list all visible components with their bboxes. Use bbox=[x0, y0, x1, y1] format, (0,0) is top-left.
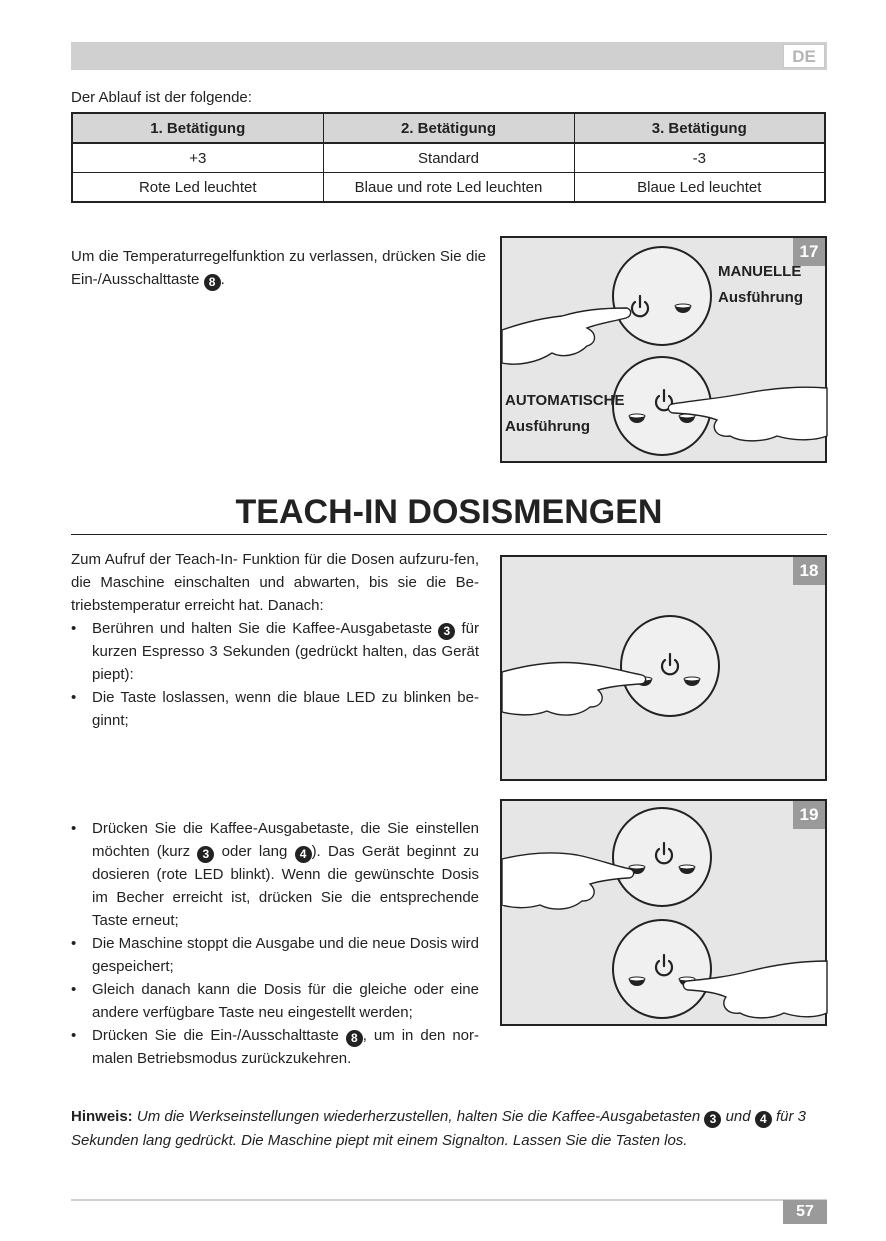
table-cell: Blaue und rote Led leuchten bbox=[323, 173, 574, 203]
table-header-cell: 1. Betätigung bbox=[72, 113, 323, 143]
list-item-text: Die Maschine stoppt die Ausgabe und die neue Dosis wird gespeichert; bbox=[92, 935, 479, 975]
ref-number-badge: 4 bbox=[295, 846, 312, 863]
list-item bbox=[71, 686, 479, 732]
bullet-mark: • bbox=[71, 820, 77, 837]
figure-number: 19 bbox=[793, 801, 825, 829]
ref-number-badge: 8 bbox=[204, 274, 221, 291]
coffee-cup-icon bbox=[675, 304, 691, 313]
table-row bbox=[72, 143, 825, 173]
teach-in-block-2 bbox=[71, 817, 479, 1070]
language-badge: DE bbox=[783, 44, 825, 68]
pointing-hand-icon bbox=[502, 662, 646, 715]
figure-number: 18 bbox=[793, 557, 825, 585]
exit-paragraph bbox=[71, 245, 486, 291]
bullet-mark: • bbox=[71, 620, 77, 637]
list-item-text: Die Taste loslassen, wenn die blaue LED zu blinken be-ginnt; bbox=[92, 689, 479, 729]
table-cell: Standard bbox=[323, 143, 574, 173]
list-item bbox=[71, 932, 479, 978]
list-item bbox=[71, 817, 479, 932]
teach-in-steps-list bbox=[71, 617, 479, 732]
power-icon bbox=[656, 843, 672, 863]
pointing-hand-icon bbox=[668, 387, 827, 441]
bullet-mark: • bbox=[71, 1027, 77, 1044]
coffee-cup-icon bbox=[679, 865, 695, 874]
coffee-cup-icon bbox=[679, 414, 695, 423]
pointing-hand-icon bbox=[683, 961, 827, 1018]
list-item-text: für kurzen Espresso 3 Sekunden (gedrückt halten, das Gerät piept): bbox=[92, 620, 480, 683]
figure-19-drawing bbox=[502, 801, 829, 1028]
intro-text: Der Ablauf ist der folgende: bbox=[71, 89, 252, 106]
teach-in-block-1 bbox=[71, 548, 479, 732]
label-manual-title: MANUELLE bbox=[718, 263, 802, 280]
section-title: TEACH-IN DOSISMENGEN bbox=[235, 493, 663, 531]
power-icon bbox=[632, 296, 648, 316]
figure-number: 17 bbox=[793, 238, 825, 266]
figure-18-drawing bbox=[502, 557, 829, 783]
title-divider bbox=[71, 534, 827, 535]
teach-in-intro: Zum Aufruf der Teach-In- Funktion für die Dosen aufzuru-fen, die Maschine einschalten und abwarten, bis sie die Be-triebstemperatur erreicht hat. Danach: bbox=[71, 551, 479, 614]
label-manual-sub: Ausführung bbox=[718, 289, 803, 306]
list-item-text: Drücken Sie die Kaffee-Ausgabetaste, die Sie einstellen möchten (kurz bbox=[92, 820, 479, 860]
power-icon bbox=[662, 654, 678, 674]
label-auto-sub: Ausführung bbox=[505, 418, 590, 435]
teach-in-steps-list-2 bbox=[71, 817, 479, 1070]
hint-text: für 3 Sekunden lang gedrückt. Die Maschine piept mit einem Signalton. Lassen Sie die Tasten los. bbox=[71, 1108, 806, 1149]
exit-paragraph-text: Um die Temperaturregelfunktion zu verlassen, drücken Sie die Ein-/Ausschalttaste bbox=[71, 248, 486, 288]
sequence-table bbox=[71, 112, 826, 203]
table-cell: Rote Led leuchtet bbox=[72, 173, 323, 203]
ref-number-badge: 3 bbox=[438, 623, 455, 640]
table-header-cell: 3. Betätigung bbox=[574, 113, 825, 143]
coffee-cup-icon bbox=[629, 414, 645, 423]
table-row bbox=[72, 173, 825, 203]
header-bar bbox=[71, 42, 827, 70]
ref-number-badge: 3 bbox=[197, 846, 214, 863]
bullet-mark: • bbox=[71, 689, 77, 706]
list-item bbox=[71, 617, 479, 686]
table-cell: +3 bbox=[72, 143, 323, 173]
hint-text: und bbox=[725, 1108, 751, 1125]
list-item bbox=[71, 978, 479, 1024]
ref-number-badge: 4 bbox=[755, 1111, 772, 1128]
bullet-mark: • bbox=[71, 981, 77, 998]
coffee-cup-icon bbox=[684, 677, 700, 686]
label-auto-title: AUTOMATISCHE bbox=[505, 392, 625, 409]
list-item-text: , um in den nor-malen Betriebsmodus zurückzukehren. bbox=[92, 1027, 480, 1067]
table-header-cell: 2. Betätigung bbox=[323, 113, 574, 143]
list-item-text: ). Das Gerät beginnt zu dosieren (rote LED blinkt). Wenn die gewünschte Dosis im Becher erreicht ist, drücken Sie die entsprechende Taste erneut; bbox=[92, 843, 479, 929]
pointing-hand-icon bbox=[502, 308, 631, 364]
footer-rule bbox=[71, 1199, 827, 1201]
bullet-mark: • bbox=[71, 935, 77, 952]
list-item bbox=[71, 1024, 479, 1070]
figure-19 bbox=[500, 799, 827, 1026]
hint-paragraph bbox=[71, 1105, 828, 1153]
table-cell: -3 bbox=[574, 143, 825, 173]
list-item-text: Berühren und halten Sie die Kaffee-Ausgabetaste bbox=[92, 620, 433, 637]
list-item-text: oder lang bbox=[221, 843, 288, 860]
ref-number-badge: 8 bbox=[346, 1030, 363, 1047]
table-cell: Blaue Led leuchtet bbox=[574, 173, 825, 203]
hint-label: Hinweis: bbox=[71, 1108, 133, 1125]
figure-17 bbox=[500, 236, 827, 463]
power-icon bbox=[656, 955, 672, 975]
exit-paragraph-end: . bbox=[220, 271, 225, 288]
hint-text: Um die Werkseinstellungen wiederherzustellen, halten Sie die Kaffee-Ausgabetasten bbox=[136, 1108, 701, 1125]
ref-number-badge: 3 bbox=[704, 1111, 721, 1128]
figure-18 bbox=[500, 555, 827, 781]
coffee-cup-icon bbox=[629, 977, 645, 986]
table-header-row bbox=[72, 113, 825, 143]
list-item-text: Drücken Sie die Ein-/Ausschalttaste bbox=[92, 1027, 339, 1044]
pointing-hand-icon bbox=[502, 853, 634, 909]
page-number: 57 bbox=[783, 1200, 827, 1224]
list-item-text: Gleich danach kann die Dosis für die gleiche oder eine andere verfügbare Taste neu eingestellt werden; bbox=[92, 981, 479, 1021]
